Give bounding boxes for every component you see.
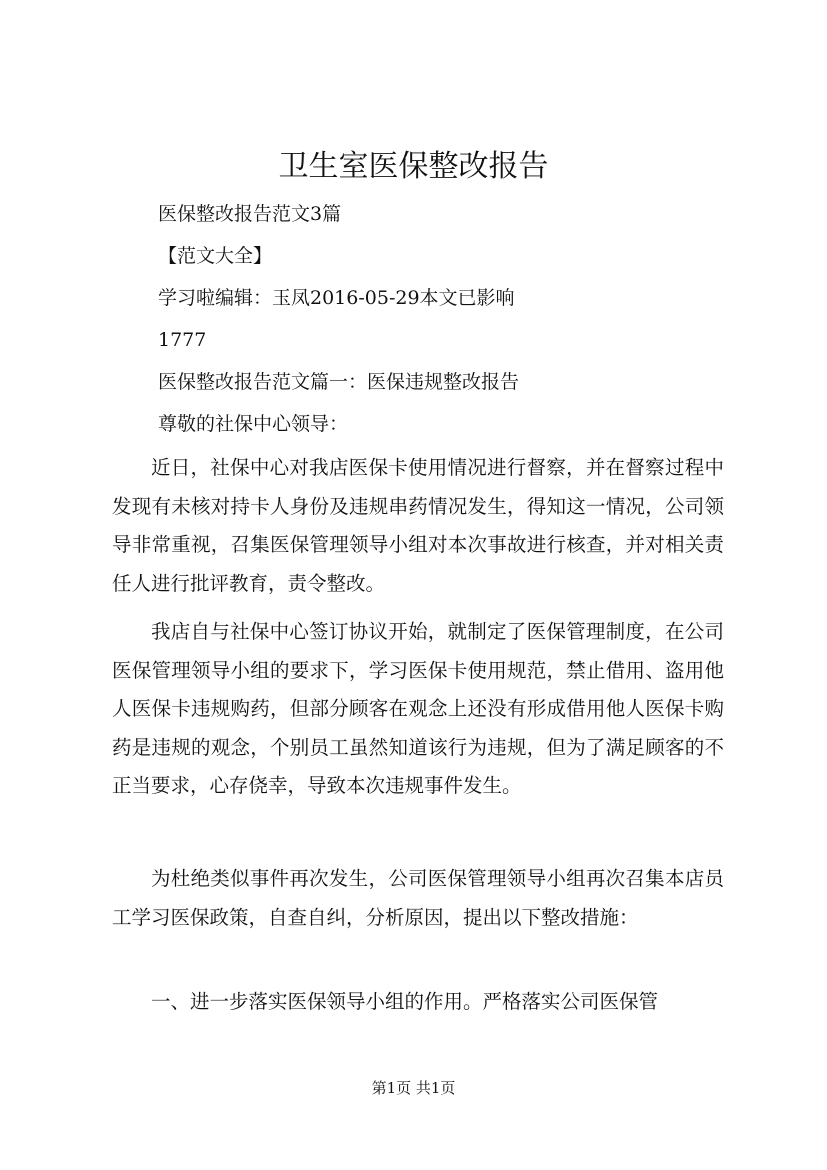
body-paragraph: 一、进一步落实医保领导小组的作用。严格落实公司医保管: [151, 990, 659, 1013]
body-paragraph: 近日，社保中心对我店医保卡使用情况进行督察，并在督察过程中发现有未核对持卡人身份及违规串药情况发生，得知这一情况，公司领导非常重视，召集医保管理领导小组对本次事故进行核查，并对相关责任人进行批评教育，责令整改。: [112, 456, 724, 595]
category-tag: 【范文大全】: [158, 245, 273, 267]
section-heading: 医保整改报告范文篇一：医保违规整改报告: [158, 371, 520, 393]
page-number: 第1页 共1页: [371, 1079, 456, 1097]
document-title: 卫生室医保整改报告: [278, 149, 549, 184]
body-paragraph: 为杜绝类似事件再次发生，公司医保管理领导小组再次召集本店员工学习医保政策，自查自纠，分析原因，提出以下整改措施：: [112, 867, 724, 929]
subtitle: 医保整改报告范文3篇: [158, 203, 342, 225]
body-paragraph: 我店自与社保中心签订协议开始，就制定了医保管理制度，在公司医保管理领导小组的要求下，学习医保卡使用规范，禁止借用、盗用他人医保卡违规购药，但部分顾客在观念上还没有形成借用他人医保卡购药是违规的观念，个别员工虽然知道该行为违规，但为了满足顾客的不正当要求，心存侥幸，导致本次违规事件发生。: [112, 620, 724, 797]
salutation: 尊敬的社保中心领导：: [158, 413, 349, 435]
view-count: 1777: [158, 329, 207, 351]
editor-line: 学习啦编辑：玉凤2016-05-29本文已影响: [158, 287, 515, 309]
